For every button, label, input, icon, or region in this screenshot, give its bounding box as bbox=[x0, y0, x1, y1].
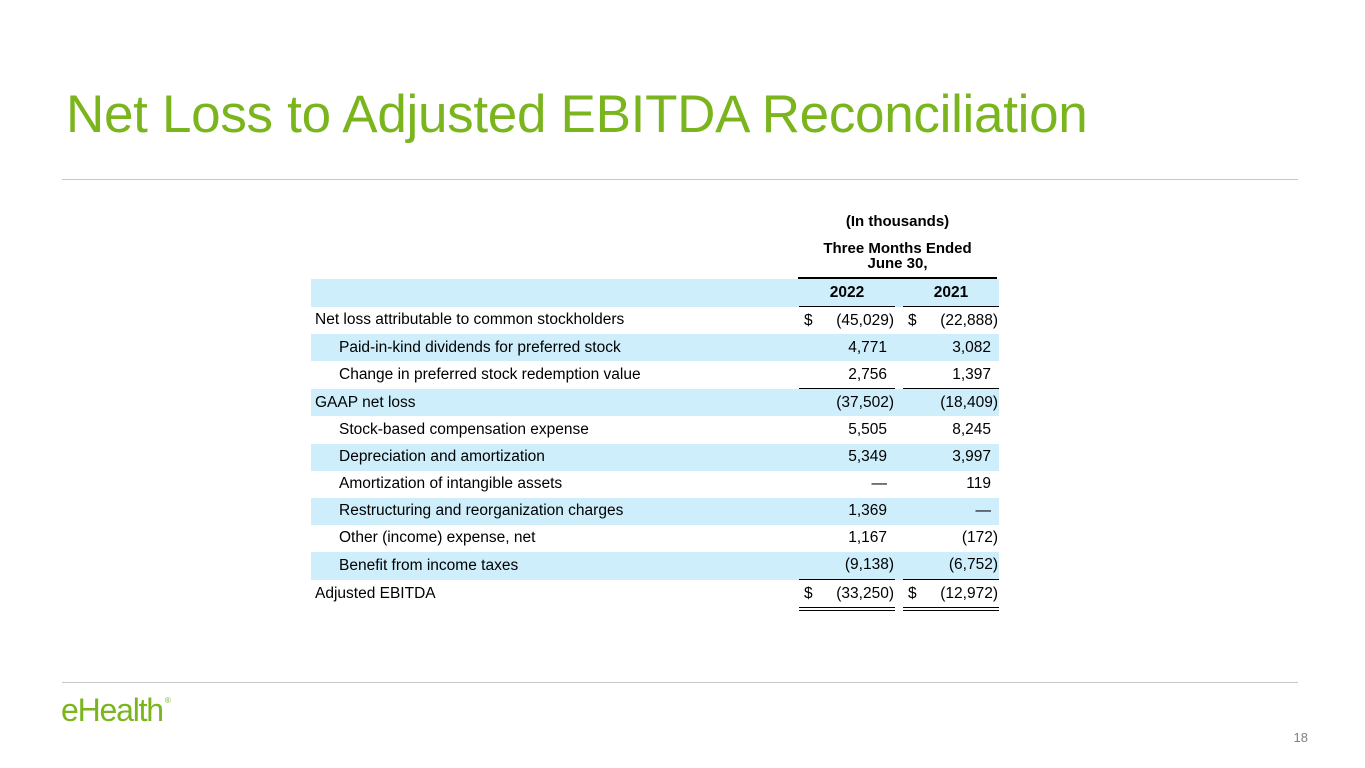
value-2022 bbox=[799, 444, 895, 471]
value-2021 bbox=[903, 525, 999, 552]
value-text: (45,029) bbox=[836, 311, 894, 329]
value-2021 bbox=[903, 552, 999, 580]
value-2021 bbox=[903, 416, 999, 443]
value-text: 1,167 bbox=[848, 529, 887, 547]
value-2022 bbox=[799, 361, 895, 389]
value-2022 bbox=[799, 525, 895, 552]
table-row bbox=[311, 307, 999, 335]
value-2022 bbox=[799, 498, 895, 525]
value-text: (6,752) bbox=[948, 556, 998, 574]
value-text: (9,138) bbox=[844, 556, 894, 574]
value-text: 3,997 bbox=[952, 448, 991, 466]
value-text: 5,349 bbox=[848, 448, 887, 466]
column-gap bbox=[895, 471, 903, 498]
unit-label: (In thousands) bbox=[845, 213, 950, 230]
currency-sign: $ bbox=[804, 584, 813, 602]
row-label: Stock-based compensation expense bbox=[339, 421, 589, 439]
column-2022: 2022 bbox=[799, 279, 895, 307]
column-gap bbox=[895, 279, 903, 307]
value-2021 bbox=[903, 471, 999, 498]
period-line-1: Three Months Ended bbox=[823, 240, 972, 257]
column-gap bbox=[895, 361, 903, 389]
value-2021 bbox=[903, 361, 999, 389]
table-row bbox=[311, 498, 999, 525]
table-row bbox=[311, 552, 999, 580]
value-text: 2,756 bbox=[848, 365, 887, 383]
value-2022 bbox=[799, 580, 895, 610]
row-label: Depreciation and amortization bbox=[311, 444, 799, 471]
column-gap bbox=[895, 498, 903, 525]
value-2021 bbox=[903, 389, 999, 417]
table-row bbox=[311, 416, 999, 443]
value-text: (22,888) bbox=[940, 311, 998, 329]
column-gap bbox=[895, 307, 903, 335]
value-2021 bbox=[903, 580, 999, 610]
recon-grid bbox=[311, 279, 999, 611]
table-row bbox=[311, 444, 999, 471]
row-label: Amortization of intangible assets bbox=[339, 475, 563, 493]
row-label: Adjusted EBITDA bbox=[315, 585, 436, 603]
value-text: (172) bbox=[961, 529, 998, 547]
row-label: Paid-in-kind dividends for preferred stock bbox=[311, 334, 799, 361]
column-2021: 2021 bbox=[903, 279, 999, 307]
value-text: (33,250) bbox=[836, 584, 894, 602]
column-gap bbox=[895, 525, 903, 552]
value-2021 bbox=[903, 498, 999, 525]
registered-mark: ® bbox=[164, 696, 171, 705]
row-label: Net loss attributable to common stockholders bbox=[315, 311, 625, 329]
table-row bbox=[311, 525, 999, 552]
currency-sign: $ bbox=[908, 584, 917, 602]
value-text: 4,771 bbox=[848, 338, 887, 356]
value-text: 3,082 bbox=[952, 338, 991, 356]
column-gap bbox=[895, 552, 903, 580]
value-2022 bbox=[799, 307, 895, 335]
table-row bbox=[311, 334, 999, 361]
row-label: Other (income) expense, net bbox=[339, 529, 536, 547]
value-text: 5,505 bbox=[848, 421, 887, 439]
ehealth-logo bbox=[61, 692, 171, 729]
top-divider bbox=[62, 179, 1298, 180]
row-label: GAAP net loss bbox=[311, 389, 799, 417]
page-title: Net Loss to Adjusted EBITDA Reconciliation bbox=[66, 85, 1088, 144]
value-text: (37,502) bbox=[836, 393, 894, 411]
value-2021 bbox=[903, 334, 999, 361]
value-2021 bbox=[903, 307, 999, 335]
row-label: Restructuring and reorganization charges bbox=[311, 498, 799, 525]
value-text: (12,972) bbox=[940, 584, 998, 602]
value-text: — bbox=[975, 502, 991, 520]
column-gap bbox=[895, 416, 903, 443]
column-gap bbox=[895, 334, 903, 361]
header-blank bbox=[311, 279, 799, 307]
table-row bbox=[311, 580, 999, 610]
row-label: Benefit from income taxes bbox=[311, 552, 799, 580]
value-text: 8,245 bbox=[952, 421, 991, 439]
value-2021 bbox=[903, 444, 999, 471]
value-text: 1,369 bbox=[848, 502, 887, 520]
value-2022 bbox=[799, 389, 895, 417]
value-2022 bbox=[799, 552, 895, 580]
period-line-2: June 30, bbox=[867, 255, 928, 272]
currency-sign: $ bbox=[804, 311, 813, 329]
value-text: 119 bbox=[966, 475, 991, 493]
period-header bbox=[798, 241, 997, 271]
row-label: Change in preferred stock redemption value bbox=[339, 366, 641, 384]
value-2022 bbox=[799, 334, 895, 361]
table-row bbox=[311, 389, 999, 417]
value-text: 1,397 bbox=[952, 365, 991, 383]
value-text: (18,409) bbox=[940, 393, 998, 411]
value-text: — bbox=[871, 475, 887, 493]
page-number: 18 bbox=[1293, 730, 1308, 745]
column-gap bbox=[895, 389, 903, 417]
bottom-divider bbox=[62, 682, 1298, 683]
column-gap bbox=[895, 580, 903, 610]
column-gap bbox=[895, 444, 903, 471]
currency-sign: $ bbox=[908, 311, 917, 329]
logo-text: eHealth bbox=[61, 692, 163, 728]
value-2022 bbox=[799, 471, 895, 498]
table-row bbox=[311, 471, 999, 498]
value-2022 bbox=[799, 416, 895, 443]
table-row bbox=[311, 361, 999, 389]
column-header-row bbox=[311, 279, 999, 307]
